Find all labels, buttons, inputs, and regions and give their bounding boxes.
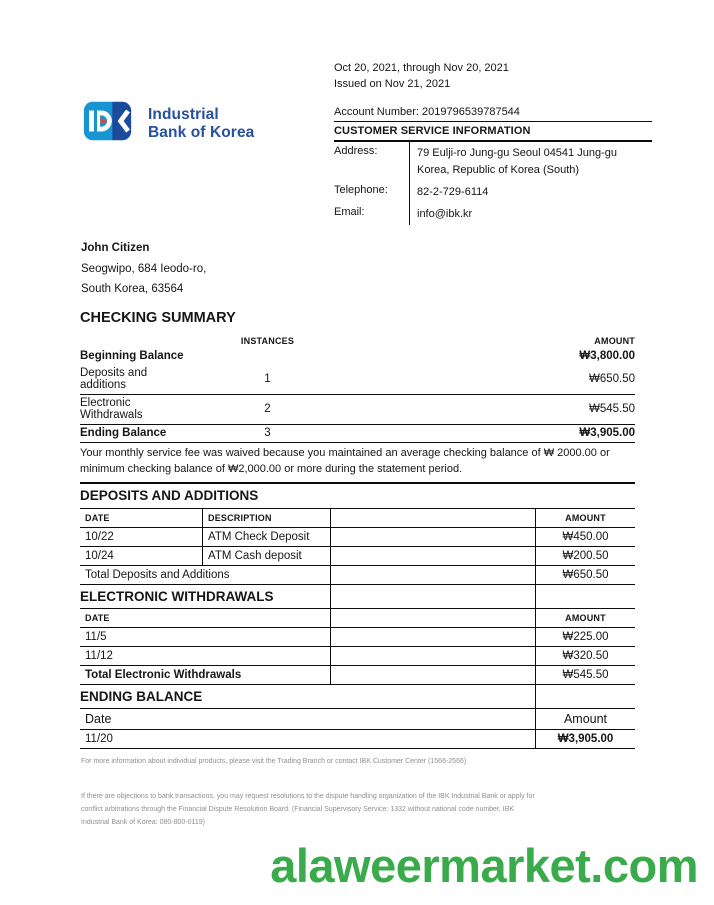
checking-summary-header-row [80, 335, 635, 348]
summary-instances: 2 [264, 403, 271, 415]
recipient-name: John Citizen [81, 242, 150, 254]
recipient-address-line-1: Seogwipo, 684 Ieodo-ro, [81, 262, 207, 275]
withdrawals-header-row [80, 609, 635, 628]
withdrawal-date: 11/12 [85, 650, 113, 662]
empty-column-header [330, 609, 535, 627]
description-column-header: DESCRIPTION [202, 509, 330, 527]
customer-service-title: CUSTOMER SERVICE INFORMATION [334, 122, 652, 142]
checking-summary-title: CHECKING SUMMARY [80, 310, 236, 326]
deposit-date: 10/24 [85, 550, 114, 562]
summary-amount: ₩650.50 [588, 373, 635, 385]
deposit-amount: ₩450.00 [535, 528, 635, 546]
address-line-2: Korea, Republic of Korea (South) [417, 163, 580, 176]
summary-instances: 3 [264, 427, 271, 439]
telephone-row [334, 181, 652, 203]
email-label: Email: [334, 203, 410, 225]
withdrawals-title-row [80, 585, 635, 609]
withdrawals-total-amount: ₩545.50 [535, 666, 635, 684]
ending-balance-table [80, 685, 635, 749]
deposit-description: ATM Check Deposit [202, 528, 330, 546]
checking-summary-table [80, 335, 635, 484]
deposit-row [80, 547, 635, 566]
withdrawal-amount: ₩225.00 [535, 628, 635, 646]
recipient-address-line-2: South Korea, 63564 [81, 283, 184, 296]
date-column-header: DATE [85, 513, 110, 523]
deposits-total-label: Total Deposits and Additions [85, 569, 230, 581]
statement-header-info [334, 62, 652, 225]
footer-note-2 [81, 790, 629, 829]
instances-column-header: INSTANCES [240, 336, 295, 346]
date-column-header: Date [85, 712, 112, 726]
deposit-description: ATM Cash deposit [202, 547, 330, 565]
ending-balance-title: ENDING BALANCE [80, 688, 203, 704]
withdrawal-row [80, 647, 635, 666]
ibk-logo [83, 99, 254, 148]
bank-name-line-1: Industrial [148, 105, 219, 123]
summary-amount: ₩3,905.00 [579, 427, 635, 439]
withdrawals-total-row [80, 666, 635, 685]
withdrawal-amount: ₩320.50 [535, 647, 635, 665]
service-fee-note-line-2: minimum checking balance of ₩2,000.00 or more during the statement period. [80, 462, 463, 475]
summary-amount: ₩545.50 [588, 403, 635, 415]
ending-balance-row [80, 730, 635, 749]
telephone-value: 82-2-729-6114 [417, 185, 489, 198]
summary-instances: 1 [264, 373, 271, 385]
statement-body [80, 310, 635, 749]
summary-row-deposits [80, 365, 635, 395]
bank-name [148, 106, 254, 142]
summary-label: Electronic Withdrawals [80, 397, 143, 421]
summary-label: Deposits and additions [80, 367, 148, 391]
footer-note-2-line-2: conflict arbitrations through the Financial Dispute Resolution Board. (Financial Supervisory Service: 1332 without national code number, IBK [81, 806, 515, 813]
service-fee-note-line-1: Your monthly service fee was waived because you maintained an average checking balance of ₩ 2000.00 or [80, 447, 610, 459]
date-column-header: DATE [85, 613, 110, 623]
customer-service-table [334, 142, 652, 225]
ending-balance-header-row [80, 709, 635, 730]
recipient-block [81, 238, 206, 300]
deposits-table [80, 508, 635, 585]
withdrawals-section-title: ELECTRONIC WITHDRAWALS [80, 588, 274, 604]
footer-note-2-line-1: If there are objections to bank transactions, you may request resolutions to the dispute handling organization of the IBK Industrial Bank or apply for [81, 793, 535, 800]
address-label: Address: [334, 142, 410, 181]
issue-date: Issued on Nov 21, 2021 [334, 78, 451, 90]
footer-note-2-line-3: Industrial Bank of Korea: 080-800-0119) [81, 819, 206, 826]
amount-column-header: AMOUNT [594, 336, 635, 346]
telephone-label: Telephone: [334, 181, 410, 203]
deposit-amount: ₩200.50 [535, 547, 635, 565]
footer-note-1: For more information about individual products, please visit the Trading Branch or contact IBK Customer Center (1566-2566) [81, 758, 467, 765]
deposits-header-row [80, 509, 635, 528]
deposit-date: 10/22 [85, 531, 114, 543]
summary-row-ending-balance [80, 425, 635, 443]
deposit-row [80, 528, 635, 547]
ending-balance-amount: ₩3,905.00 [535, 730, 635, 748]
ending-balance-date: 11/20 [85, 733, 113, 745]
withdrawal-date: 11/5 [85, 631, 107, 643]
bank-name-line-2: Bank of Korea [148, 123, 255, 141]
deposits-total-row [80, 566, 635, 585]
amount-column-header: AMOUNT [535, 509, 635, 527]
address-line-1: 79 Eulji-ro Jung-gu Seoul 04541 Jung-gu [417, 146, 617, 159]
ibk-logo-icon [83, 99, 139, 148]
summary-row-withdrawals [80, 395, 635, 425]
summary-label: Ending Balance [80, 427, 167, 439]
withdrawals-total-label: Total Electronic Withdrawals [85, 669, 242, 681]
deposits-total-amount: ₩650.50 [535, 566, 635, 584]
summary-amount: ₩3,800.00 [579, 350, 635, 362]
summary-row-beginning-balance [80, 348, 635, 365]
account-number: Account Number: 2019796539787544 [334, 106, 652, 122]
email-value: info@ibk.kr [417, 207, 473, 220]
amount-column-header: Amount [535, 709, 635, 729]
address-value [410, 142, 652, 181]
email-row [334, 203, 652, 225]
service-fee-note [80, 443, 635, 484]
withdrawals-table [80, 585, 635, 685]
withdrawal-row [80, 628, 635, 647]
amount-column-header: AMOUNT [535, 609, 635, 627]
statement-period: Oct 20, 2021, through Nov 20, 2021 [334, 62, 509, 74]
ending-balance-title-row [80, 685, 635, 709]
deposits-section-title: DEPOSITS AND ADDITIONS [80, 488, 259, 503]
empty-column-header [330, 509, 535, 527]
address-row [334, 142, 652, 181]
summary-label: Beginning Balance [80, 350, 184, 362]
watermark: alaweermarket.com [270, 839, 698, 892]
